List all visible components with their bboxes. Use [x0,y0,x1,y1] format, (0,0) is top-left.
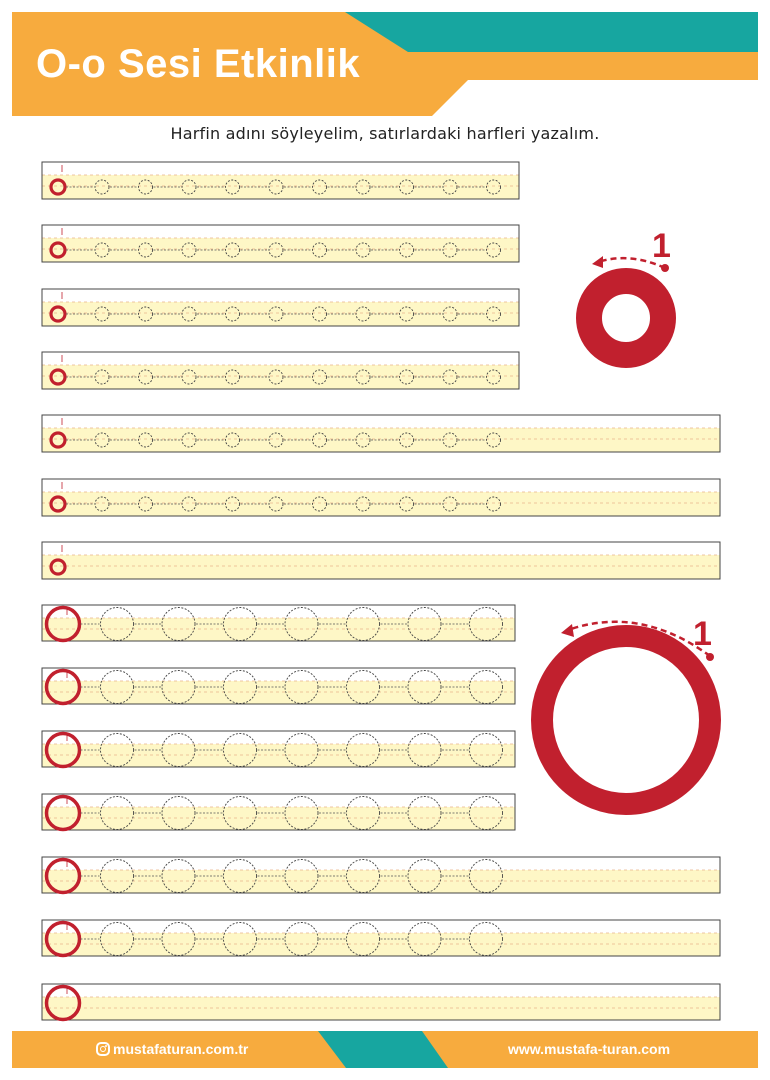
practice-row [42,668,515,704]
big-o-stroke-number: 1 [693,615,712,653]
page-title: O-o Sesi Etkinlik [36,42,361,86]
row-highlight [42,681,515,704]
row-highlight [42,870,720,893]
row-highlight [42,997,720,1020]
practice-row [42,162,519,199]
practice-row [42,731,515,767]
practice-row [42,289,519,326]
practice-row [42,542,720,579]
practice-row [42,984,720,1020]
start-dot-icon [706,653,714,661]
practice-row [42,225,519,262]
instruction-text: Harfin adını söyleyelim, satırlardaki harfleri yazalım. [170,124,600,143]
row-highlight [42,555,720,579]
row-highlight [42,807,515,830]
instagram-handle: mustafaturan.com.tr [113,1041,249,1057]
start-dot-icon [661,264,669,272]
footer-website-link[interactable]: www.mustafa-turan.com [508,1041,671,1057]
small-o-stroke-guide [589,227,671,355]
row-highlight [42,933,720,956]
big-o-stroke-guide [542,615,714,804]
small-o-model-letter [589,281,663,355]
row-highlight [42,428,720,452]
practice-row [42,794,515,830]
practice-row [42,479,720,516]
practice-row [42,857,720,893]
row-highlight [42,618,515,641]
practice-row [42,920,720,956]
row-highlight [42,492,720,516]
practice-row [42,605,515,641]
footer-instagram[interactable] [96,1036,248,1062]
arrow-head-icon [592,256,603,268]
row-highlight [42,744,515,767]
instagram-icon [96,1042,110,1056]
practice-row [42,352,519,389]
small-o-stroke-number: 1 [652,227,671,265]
arrow-head-icon [561,624,574,637]
practice-row [42,415,720,452]
big-o-model-letter [542,636,710,804]
